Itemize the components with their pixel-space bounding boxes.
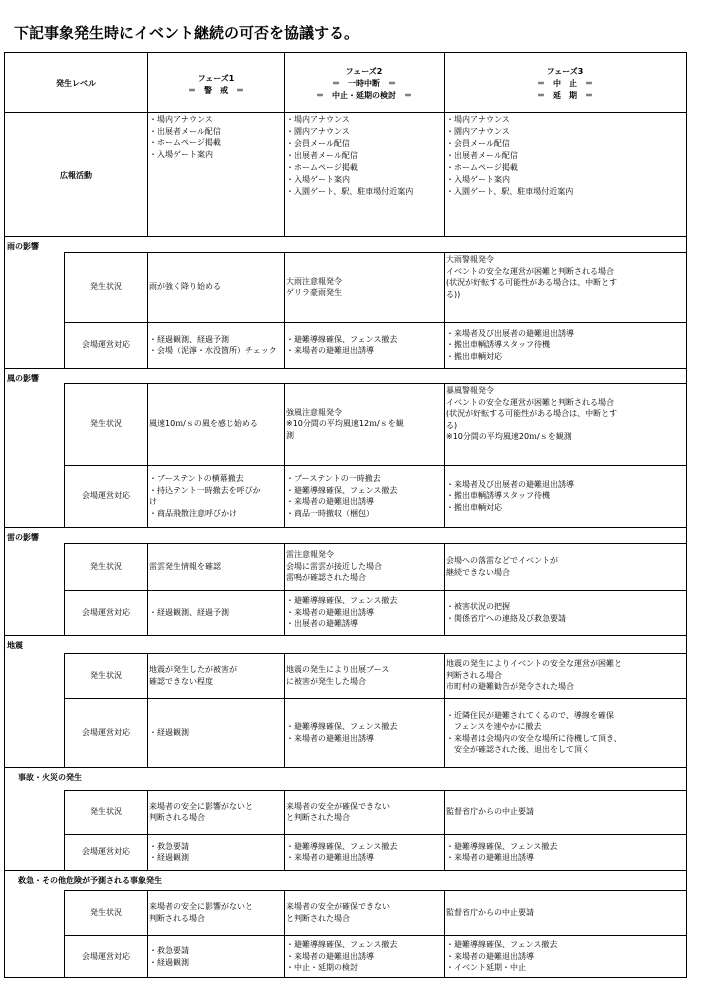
- ops-phase3-line: ・避難導線確保、フェンス撤去: [446, 940, 558, 950]
- status-phase3-line: イベントの安全な運営が困難と判断される場合: [446, 266, 614, 276]
- ops-phase2-line: ・ブーステントの一時撤去: [286, 474, 381, 483]
- publicity-phase2-item: ・入園ゲート、駅、駐車場付近案内: [286, 187, 414, 196]
- phase-1-subtitle: ＝ 警 戒 ＝: [188, 86, 244, 95]
- publicity-phase2-item: ・園内アナウンス: [286, 127, 350, 136]
- status-phase2-line: 来場者の安全が確保できない: [286, 801, 390, 811]
- phase-3-subtitle: ＝ 延 期 ＝: [537, 91, 593, 100]
- table-rule: [444, 653, 445, 767]
- status-phase3-line: 暴風警報発令: [446, 386, 494, 395]
- ops-phase3-line: ・搬出車輌誘導スタッフ待機: [446, 340, 550, 350]
- level-column-header: 発生レベル: [56, 79, 96, 88]
- phase-3-subtitle: ＝ 中 止 ＝: [537, 79, 593, 88]
- ops-phase3-line: 安全が確認された後、退出をして頂く: [446, 745, 590, 754]
- publicity-phase1-item: ・ホームページ掲載: [149, 138, 221, 147]
- table-rule: [147, 52, 148, 236]
- status-phase1-line: 確認できない程度: [149, 676, 213, 686]
- ops-row-label: 会場運営対応: [82, 607, 130, 617]
- ops-phase1-line: ・ブーステントの横幕撤去: [149, 474, 244, 483]
- ops-phase3-line: ・来場者及び出展者の避難退出誘導: [446, 328, 574, 338]
- publicity-bottom-rule: [4, 236, 687, 237]
- status-phase3-line: 判断される場合: [446, 670, 502, 680]
- ops-phase2-line: ・来場者の避難退出誘導: [286, 853, 374, 862]
- publicity-phase2-item: ・ホームページ掲載: [286, 163, 358, 172]
- table-rule: [444, 890, 445, 978]
- table-rule: [147, 383, 148, 527]
- status-phase2-line: と判断された場合: [286, 813, 350, 822]
- status-phase2-line: ゲリラ豪雨発生: [286, 288, 342, 297]
- ops-phase2-line: ・出展者の避難誘導: [286, 619, 358, 629]
- ops-row-label: 会場運営対応: [82, 727, 130, 737]
- status-phase2-line: と判断された場合: [286, 913, 350, 923]
- section-bottom-rule: [4, 527, 687, 528]
- publicity-phase3-item: ・園内アナウンス: [446, 127, 510, 136]
- table-rule: [147, 890, 148, 978]
- status-phase2-line: に被害が発生した場合: [286, 676, 366, 686]
- ops-phase2-line: ・避難導線確保、フェンス撤去: [286, 841, 398, 851]
- status-phase2-line: 大雨注意報発令: [286, 276, 342, 286]
- ops-phase3-line: ・関係省庁への連絡及び救急要請: [446, 613, 566, 623]
- section-title: 救急・その他危険が予測される事象発生: [18, 876, 162, 885]
- status-phase1-line: 判断される場合: [149, 813, 205, 822]
- publicity-phase3-item: ・入園ゲート、駅、駐車場付近案内: [446, 187, 574, 196]
- status-phase3-line: イベントの安全な運営が困難と判断される場合: [446, 397, 614, 407]
- table-rule: [64, 890, 65, 978]
- status-phase2-line: 強風注意報発令: [286, 407, 342, 417]
- section-title: 地震: [7, 641, 23, 650]
- ops-phase3-line: ・搬出車輌対応: [446, 351, 502, 361]
- publicity-phase3-item: ・会員メール配信: [446, 139, 510, 148]
- status-row-label: 発生状況: [90, 282, 122, 291]
- section-title: 風の影響: [7, 374, 39, 383]
- ops-phase1-line: け: [149, 497, 157, 506]
- table-rule: [284, 543, 285, 635]
- status-phase2-line: 測: [286, 430, 294, 440]
- table-rule: [284, 383, 285, 527]
- ops-phase2-line: ・避難導線確保、フェンス撤去: [286, 485, 398, 495]
- status-phase3-line: ※10分間の平均風速20ｍ/ｓを観測: [446, 432, 572, 441]
- section-title: 雨の影響: [7, 242, 39, 251]
- ops-phase1-line: ・救急要請: [149, 946, 189, 955]
- status-phase1-line: 地震が発生したが被害が: [149, 665, 237, 674]
- status-phase2-line: 地震の発生により出展ブース: [286, 665, 390, 674]
- publicity-phase2-item: ・会員メール配信: [286, 139, 350, 148]
- status-phase3-line: 大雨警報発令: [446, 255, 494, 264]
- ops-phase3-line: ・イベント延期・中止: [446, 963, 526, 973]
- ops-phase3-line: ・来場者の避難退出誘導: [446, 853, 534, 862]
- section-bottom-rule: [4, 635, 687, 636]
- ops-row-label: 会場運営対応: [82, 340, 130, 349]
- table-rule: [147, 543, 148, 635]
- ops-phase2-line: ・中止・延期の検討: [286, 963, 358, 973]
- ops-phase1-line: ・経過観測、経過予測: [149, 334, 229, 344]
- phase-2-header: フェーズ2: [345, 67, 383, 76]
- publicity-phase3-item: ・入場ゲート案内: [446, 175, 510, 184]
- ops-phase2-line: ・来場者の避難退出誘導: [286, 497, 374, 506]
- section-subtable-top: [64, 653, 687, 654]
- ops-phase3-line: ・来場者は会場内の安全な場所に待機して頂き、: [446, 733, 622, 743]
- status-phase1-line: 来場者の安全に影響がないと: [149, 801, 253, 811]
- table-rule: [64, 543, 65, 635]
- status-phase1-line: 雨が強く降り始める: [149, 282, 221, 292]
- status-phase2-line: 来場者の安全が確保できない: [286, 902, 390, 911]
- ops-phase2-line: ・商品一時撤収（梱包）: [286, 508, 374, 518]
- status-phase1-line: 来場者の安全に影響がないと: [149, 902, 253, 911]
- status-ops-divider: [64, 935, 687, 936]
- status-phase3-line: 地震の発生によりイベントの安全な運営が困難と: [446, 659, 622, 669]
- publicity-phase3-item: ・ホームページ掲載: [446, 163, 518, 172]
- table-rule: [147, 252, 148, 368]
- table-rule: [147, 790, 148, 870]
- status-ops-divider: [64, 834, 687, 835]
- section-title: 雷の影響: [7, 533, 39, 542]
- section-title: 事故・火災の発生: [18, 773, 82, 782]
- ops-phase3-line: ・搬出車輌誘導スタッフ待機: [446, 491, 550, 501]
- status-row-label: 発生状況: [90, 561, 122, 571]
- publicity-label: 広報活動: [60, 171, 92, 180]
- status-phase3-line: 会場への落雷などでイベントが: [446, 556, 558, 565]
- ops-phase1-line: ・会場（泥濘・水没箇所）チェック: [149, 346, 277, 355]
- ops-phase2-line: ・避難導線確保、フェンス撤去: [286, 596, 398, 606]
- table-rule: [284, 653, 285, 767]
- section-subtable-top: [64, 543, 687, 544]
- phase-2-subtitle: ＝ 一時中断 ＝: [332, 79, 396, 88]
- status-phase3-line: (状況が好転する可能性がある場合は、中断とす: [446, 409, 618, 418]
- status-phase1-line: 雷雲発生情報を確認: [149, 561, 221, 571]
- status-phase2-line: 雷注意報発令: [286, 550, 334, 560]
- status-row-label: 発生状況: [90, 907, 122, 917]
- ops-phase1-line: ・経過観測: [149, 727, 189, 737]
- table-rule: [64, 653, 65, 767]
- ops-phase2-line: ・来場者の避難退出誘導: [286, 733, 374, 743]
- table-rule: [64, 252, 65, 368]
- ops-phase3-line: ・被害状況の把握: [446, 602, 510, 611]
- section-subtable-top: [64, 890, 687, 891]
- ops-phase3-line: ・避難導線確保、フェンス撤去: [446, 841, 558, 851]
- table-rule: [444, 790, 445, 870]
- table-rule: [284, 890, 285, 978]
- table-rule: [284, 252, 285, 368]
- status-phase3-line: 監督省庁からの中止要請: [446, 807, 534, 817]
- phase-2-subtitle: ＝ 中止・延期の検討 ＝: [316, 91, 412, 100]
- status-phase2-line: 雷鳴が確認された場合: [286, 573, 366, 583]
- section-bottom-rule: [4, 767, 687, 768]
- ops-phase3-line: ・来場者の避難退出誘導: [446, 951, 534, 961]
- ops-row-label: 会場運営対応: [82, 491, 130, 500]
- status-phase3-line: る)): [446, 289, 461, 299]
- ops-phase1-line: ・商品飛散注意呼びかけ: [149, 508, 237, 518]
- publicity-phase2-item: ・出展者メール配信: [286, 151, 358, 160]
- table-rule: [284, 52, 285, 236]
- phase-3-header: フェーズ3: [546, 67, 584, 76]
- table-rule: [444, 52, 445, 236]
- status-phase3-line: (状況が好転する可能性がある場合は、中断とす: [446, 278, 618, 287]
- phase-1-header: フェーズ1: [197, 74, 235, 83]
- ops-phase2-line: ・来場者の避難退出誘導: [286, 346, 374, 355]
- table-rule: [64, 790, 65, 870]
- section-subtable-top: [64, 383, 687, 384]
- status-phase3-line: る): [446, 420, 458, 430]
- ops-phase1-line: ・経過観測、経過予測: [149, 607, 229, 617]
- status-ops-divider: [64, 590, 687, 591]
- ops-phase2-line: ・避難導線確保、フェンス撤去: [286, 334, 398, 344]
- ops-phase3-line: ・搬出車輌対応: [446, 502, 502, 512]
- status-ops-divider: [64, 322, 687, 323]
- status-ops-divider: [64, 465, 687, 466]
- status-phase1-line: 風速10ｍ/ｓの風を感じ始める: [149, 419, 258, 429]
- section-bottom-rule: [4, 368, 687, 369]
- status-phase3-line: 市町村の避難勧告が発令された場合: [446, 682, 574, 692]
- ops-phase1-line: ・経過観測: [149, 957, 189, 967]
- publicity-phase1-item: ・入場ゲート案内: [149, 149, 213, 159]
- header-bottom-rule: [4, 112, 687, 113]
- publicity-phase3-item: ・出展者メール配信: [446, 151, 518, 160]
- status-phase2-line: 会場に雷雲が接近した場合: [286, 561, 382, 571]
- status-phase1-line: 判断される場合: [149, 913, 205, 923]
- status-ops-divider: [64, 698, 687, 699]
- publicity-phase2-item: ・入場ゲート案内: [286, 175, 350, 184]
- status-row-label: 発生状況: [90, 670, 122, 680]
- ops-phase1-line: ・持込テント一時撤去を呼びか: [149, 485, 261, 495]
- ops-phase3-line: ・近隣住民が避難されてくるので、導線を確保: [446, 710, 614, 720]
- ops-phase1-line: ・経過観測: [149, 853, 189, 862]
- table-rule: [284, 790, 285, 870]
- table-rule: [444, 252, 445, 368]
- section-subtable-top: [64, 252, 687, 253]
- table-rule: [444, 543, 445, 635]
- status-row-label: 発生状況: [90, 807, 122, 816]
- section-subtable-top: [64, 790, 687, 791]
- ops-phase2-line: ・避難導線確保、フェンス撤去: [286, 722, 398, 731]
- table-rule: [147, 653, 148, 767]
- status-phase2-line: ※10分間の平均風速12ｍ/ｓを観: [286, 419, 404, 429]
- ops-phase3-line: ・来場者及び出展者の避難退出誘導: [446, 479, 574, 489]
- publicity-phase1-item: ・場内アナウンス: [149, 115, 213, 124]
- section-bottom-rule: [4, 870, 687, 871]
- table-rule: [444, 383, 445, 527]
- status-phase3-line: 監督省庁からの中止要請: [446, 907, 534, 917]
- ops-phase3-line: フェンスを速やかに撤去: [446, 722, 542, 731]
- ops-phase2-line: ・避難導線確保、フェンス撤去: [286, 940, 398, 950]
- ops-phase1-line: ・救急要請: [149, 841, 189, 851]
- status-phase3-line: 継続できない場合: [446, 567, 510, 577]
- table-rule: [64, 383, 65, 527]
- status-row-label: 発生状況: [90, 419, 122, 428]
- publicity-phase3-item: ・場内アナウンス: [446, 115, 510, 124]
- ops-row-label: 会場運営対応: [82, 951, 130, 961]
- ops-row-label: 会場運営対応: [82, 847, 130, 856]
- ops-phase2-line: ・来場者の避難退出誘導: [286, 607, 374, 617]
- ops-phase2-line: ・来場者の避難退出誘導: [286, 951, 374, 961]
- publicity-phase2-item: ・場内アナウンス: [286, 115, 350, 124]
- document-title: 下記事象発生時にイベント継続の可否を協議する。: [14, 24, 360, 42]
- publicity-phase1-item: ・出展者メール配信: [149, 126, 221, 136]
